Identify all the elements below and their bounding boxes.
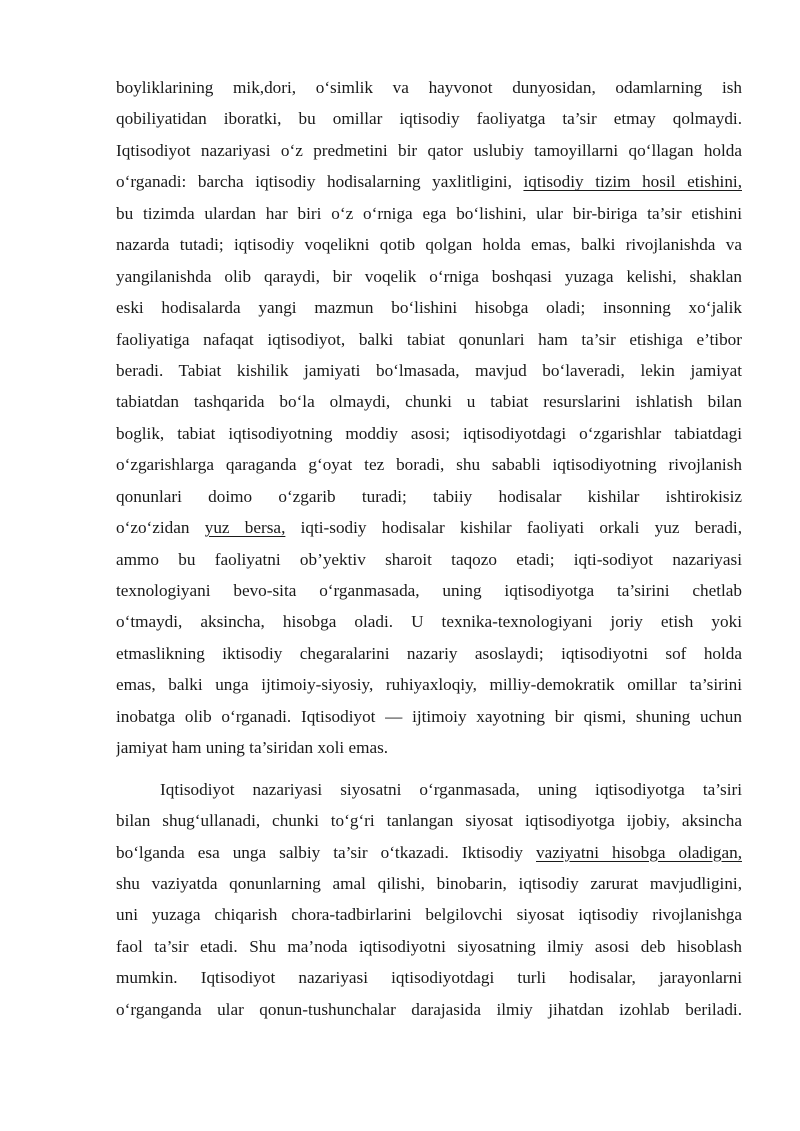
text-line: jamiyat ham uning ta’siridan xoli emas. <box>116 738 389 758</box>
text-line: yangilanishda olib qaraydi, bir voqelik o‘rniga boshqasi yuzaga kelishi, shaklan <box>116 266 742 286</box>
text-line: boglik, tabiat iqtisodiyotning moddiy asosi; iqtisodiyotdagi o‘zgarishlar tabiatdagi <box>116 423 742 443</box>
text-line: faol ta’sir etadi. Shu ma’noda iqtisodiyotni siyosatning ilmiy asosi deb hisoblash <box>116 936 742 956</box>
text-line: emas, balki unga ijtimoiy-siyosiy, ruhiyaxloqiy, milliy-demokratik omillar ta’sirini <box>116 675 742 695</box>
text-line <box>116 837 742 868</box>
text-line: bu tizimda ulardan har biri o‘z o‘rniga ega bo‘lishini, ular bir-biriga ta’sir etishini <box>116 203 742 223</box>
paragraph-1 <box>116 72 742 764</box>
text-line: shu vaziyatda qonunlarning amal qilishi, binobarin, iqtisodiy zarurat mavjudligini, <box>116 873 742 893</box>
text-line: o‘tmaydi, aksincha, hisobga oladi. U texnika-texnologiyani joriy etish yoki <box>116 612 742 632</box>
paragraph-2 <box>116 774 742 1026</box>
text-line: uni yuzaga chiqarish chora-tadbirlarini belgilovchi siyosat iqtisodiy rivojlanishga <box>116 905 742 925</box>
underlined-phrase: iqtisodiy tizim hosil etishini, <box>523 172 742 192</box>
text-segment: bo‘lganda esa unga salbiy ta’sir o‘tkazadi. Iktisodiy <box>116 842 523 862</box>
text-line: tabiatdan tashqarida bo‘la olmaydi, chunki u tabiat resurslarini ishlatish bilan <box>116 392 742 412</box>
text-segment: iqti-sodiy hodisalar kishilar faoliyati orkali yuz beradi, <box>300 518 742 538</box>
underlined-phrase: vaziyatni hisobga oladigan, <box>536 842 742 862</box>
text-line: etmaslikning iktisodiy chegaralarini nazariy asoslaydi; iqtisodiyotni sof holda <box>116 643 742 663</box>
text-line: boyliklarining mik,dori, o‘simlik va hayvonot dunyosidan, odamlarning ish <box>116 78 742 97</box>
text-segment: o‘rganadi: barcha iqtisodiy hodisalarning yaxlitligini, <box>116 172 512 192</box>
text-line: qobiliyatidan iboratki, bu omillar iqtisodiy faoliyatga ta’sir etmay qolmaydi. <box>116 109 742 129</box>
text-line: texnologiyani bevo-sita o‘rganmasada, uning iqtisodiyotga ta’sirini chetlab <box>116 581 742 600</box>
text-line: o‘rganganda ular qonun-tushunchalar darajasida ilmiy jihatdan izohlab beriladi. <box>116 999 742 1019</box>
text-line: Iqtisodiyot nazariyasi o‘z predmetini bir qator uslubiy tamoyillarni qo‘llagan holda <box>116 140 742 160</box>
text-line: qonunlari doimo o‘zgarib turadi; tabiiy hodisalar kishilar ishtirokisiz <box>116 486 742 506</box>
text-line: ammo bu faoliyatni ob’yektiv sharoit taqozo etadi; iqti-sodiyot nazariyasi <box>116 549 742 569</box>
text-line: nazarda tutadi; iqtisodiy voqelikni qotib qolgan holda emas, balki rivojlanishda va <box>116 235 742 255</box>
text-line: o‘zgarishlarga qaraganda g‘oyat tez boradi, shu sababli iqtisodiyotning rivojlanish <box>116 455 742 475</box>
text-line: inobatga olib o‘rganadi. Iqtisodiyot — ijtimoiy xayotning bir qismi, shuning uchun <box>116 706 742 726</box>
text-line: beradi. Tabiat kishilik jamiyati bo‘lmasada, mavjud bo‘laveradi, lekin jamiyat <box>116 360 742 380</box>
text-line: mumkin. Iqtisodiyot nazariyasi iqtisodiyotdagi turli hodisalar, jarayonlarni <box>116 968 742 988</box>
text-line: eski hodisalarda yangi mazmun bo‘lishini hisobga oladi; insonning xo‘jalik <box>116 298 742 318</box>
text-line <box>116 166 742 197</box>
text-line: faoliyatiga nafaqat iqtisodiyot, balki tabiat qonunlari ham ta’sir etishiga e’tibor <box>116 329 742 349</box>
text-segment: o‘zo‘zidan <box>116 518 190 538</box>
text-line: bilan shug‘ullanadi, chunki to‘g‘ri tanlangan siyosat iqtisodiyotga ijobiy, aksincha <box>116 811 742 831</box>
paragraph-gap <box>116 764 742 774</box>
underlined-phrase: yuz bersa, <box>204 518 286 538</box>
text-line <box>116 512 742 543</box>
text-line: Iqtisodiyot nazariyasi siyosatni o‘rganmasada, uning iqtisodiyotga ta’siri <box>160 779 742 799</box>
